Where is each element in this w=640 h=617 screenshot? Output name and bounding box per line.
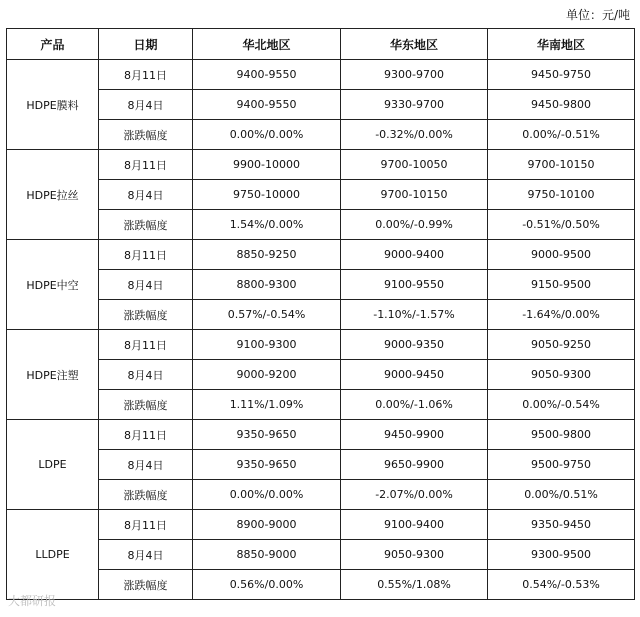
- north-cell: 9400-9550: [193, 60, 341, 90]
- east-cell: 9700-10150: [341, 180, 488, 210]
- south-cell: 9300-9500: [488, 540, 635, 570]
- table-row: [7, 270, 635, 300]
- date-cell: 8月4日: [99, 270, 193, 300]
- south-cell: 9450-9800: [488, 90, 635, 120]
- north-cell: 8850-9000: [193, 540, 341, 570]
- price-table: [6, 28, 635, 600]
- header-product: 产品: [7, 29, 99, 60]
- east-cell: 9300-9700: [341, 60, 488, 90]
- product-cell: LDPE: [7, 420, 99, 510]
- east-cell: 9050-9300: [341, 540, 488, 570]
- table-row: [7, 300, 635, 330]
- east-cell: 9000-9350: [341, 330, 488, 360]
- south-cell: 0.00%/-0.51%: [488, 120, 635, 150]
- date-cell: 8月11日: [99, 510, 193, 540]
- north-cell: 8850-9250: [193, 240, 341, 270]
- south-cell: 0.54%/-0.53%: [488, 570, 635, 600]
- north-cell: 0.00%/0.00%: [193, 120, 341, 150]
- table-row: [7, 480, 635, 510]
- south-cell: -1.64%/0.00%: [488, 300, 635, 330]
- south-cell: 9150-9500: [488, 270, 635, 300]
- east-cell: 9000-9450: [341, 360, 488, 390]
- south-cell: 9450-9750: [488, 60, 635, 90]
- north-cell: 0.57%/-0.54%: [193, 300, 341, 330]
- table-row: [7, 390, 635, 420]
- east-cell: 9000-9400: [341, 240, 488, 270]
- south-cell: 9050-9250: [488, 330, 635, 360]
- south-cell: 0.00%/-0.54%: [488, 390, 635, 420]
- table-row: [7, 150, 635, 180]
- south-cell: -0.51%/0.50%: [488, 210, 635, 240]
- north-cell: 1.54%/0.00%: [193, 210, 341, 240]
- east-cell: 9100-9550: [341, 270, 488, 300]
- date-cell: 8月4日: [99, 360, 193, 390]
- south-cell: 9350-9450: [488, 510, 635, 540]
- south-cell: 9700-10150: [488, 150, 635, 180]
- unit-label: 单位：元/吨: [565, 8, 630, 22]
- north-cell: 9000-9200: [193, 360, 341, 390]
- date-cell: 8月4日: [99, 450, 193, 480]
- table-row: [7, 450, 635, 480]
- date-cell: 涨跌幅度: [99, 120, 193, 150]
- table-row: [7, 540, 635, 570]
- east-cell: 9700-10050: [341, 150, 488, 180]
- east-cell: 0.55%/1.08%: [341, 570, 488, 600]
- east-cell: -2.07%/0.00%: [341, 480, 488, 510]
- header-row: [7, 29, 635, 60]
- header-east: 华东地区: [341, 29, 488, 60]
- east-cell: 9330-9700: [341, 90, 488, 120]
- north-cell: 9400-9550: [193, 90, 341, 120]
- date-cell: 8月11日: [99, 150, 193, 180]
- table-row: [7, 420, 635, 450]
- header-date: 日期: [99, 29, 193, 60]
- north-cell: 1.11%/1.09%: [193, 390, 341, 420]
- header-north: 华北地区: [193, 29, 341, 60]
- product-cell: HDPE注塑: [7, 330, 99, 420]
- north-cell: 0.56%/0.00%: [193, 570, 341, 600]
- south-cell: 9750-10100: [488, 180, 635, 210]
- north-cell: 9350-9650: [193, 420, 341, 450]
- date-cell: 8月11日: [99, 60, 193, 90]
- table-row: [7, 120, 635, 150]
- table-row: [7, 570, 635, 600]
- north-cell: 8900-9000: [193, 510, 341, 540]
- table-row: [7, 240, 635, 270]
- date-cell: 涨跌幅度: [99, 300, 193, 330]
- table-row: [7, 330, 635, 360]
- date-cell: 8月11日: [99, 240, 193, 270]
- table-row: [7, 60, 635, 90]
- product-cell: HDPE膜料: [7, 60, 99, 150]
- east-cell: 9100-9400: [341, 510, 488, 540]
- date-cell: 涨跌幅度: [99, 570, 193, 600]
- product-cell: HDPE中空: [7, 240, 99, 330]
- date-cell: 8月4日: [99, 180, 193, 210]
- north-cell: 0.00%/0.00%: [193, 480, 341, 510]
- south-cell: 9050-9300: [488, 360, 635, 390]
- north-cell: 9100-9300: [193, 330, 341, 360]
- table-row: [7, 180, 635, 210]
- watermark-logo: 大都研报: [8, 594, 57, 608]
- date-cell: 8月11日: [99, 330, 193, 360]
- east-cell: 0.00%/-0.99%: [341, 210, 488, 240]
- north-cell: 9350-9650: [193, 450, 341, 480]
- table-row: [7, 510, 635, 540]
- date-cell: 8月4日: [99, 540, 193, 570]
- north-cell: 9900-10000: [193, 150, 341, 180]
- header-south: 华南地区: [488, 29, 635, 60]
- date-cell: 8月4日: [99, 90, 193, 120]
- east-cell: 9450-9900: [341, 420, 488, 450]
- date-cell: 8月11日: [99, 420, 193, 450]
- south-cell: 9500-9750: [488, 450, 635, 480]
- table-row: [7, 210, 635, 240]
- product-cell: LLDPE: [7, 510, 99, 600]
- product-cell: HDPE拉丝: [7, 150, 99, 240]
- south-cell: 9500-9800: [488, 420, 635, 450]
- east-cell: -1.10%/-1.57%: [341, 300, 488, 330]
- east-cell: 0.00%/-1.06%: [341, 390, 488, 420]
- table-row: [7, 360, 635, 390]
- south-cell: 0.00%/0.51%: [488, 480, 635, 510]
- date-cell: 涨跌幅度: [99, 390, 193, 420]
- table-row: [7, 90, 635, 120]
- date-cell: 涨跌幅度: [99, 210, 193, 240]
- east-cell: -0.32%/0.00%: [341, 120, 488, 150]
- south-cell: 9000-9500: [488, 240, 635, 270]
- north-cell: 8800-9300: [193, 270, 341, 300]
- east-cell: 9650-9900: [341, 450, 488, 480]
- date-cell: 涨跌幅度: [99, 480, 193, 510]
- north-cell: 9750-10000: [193, 180, 341, 210]
